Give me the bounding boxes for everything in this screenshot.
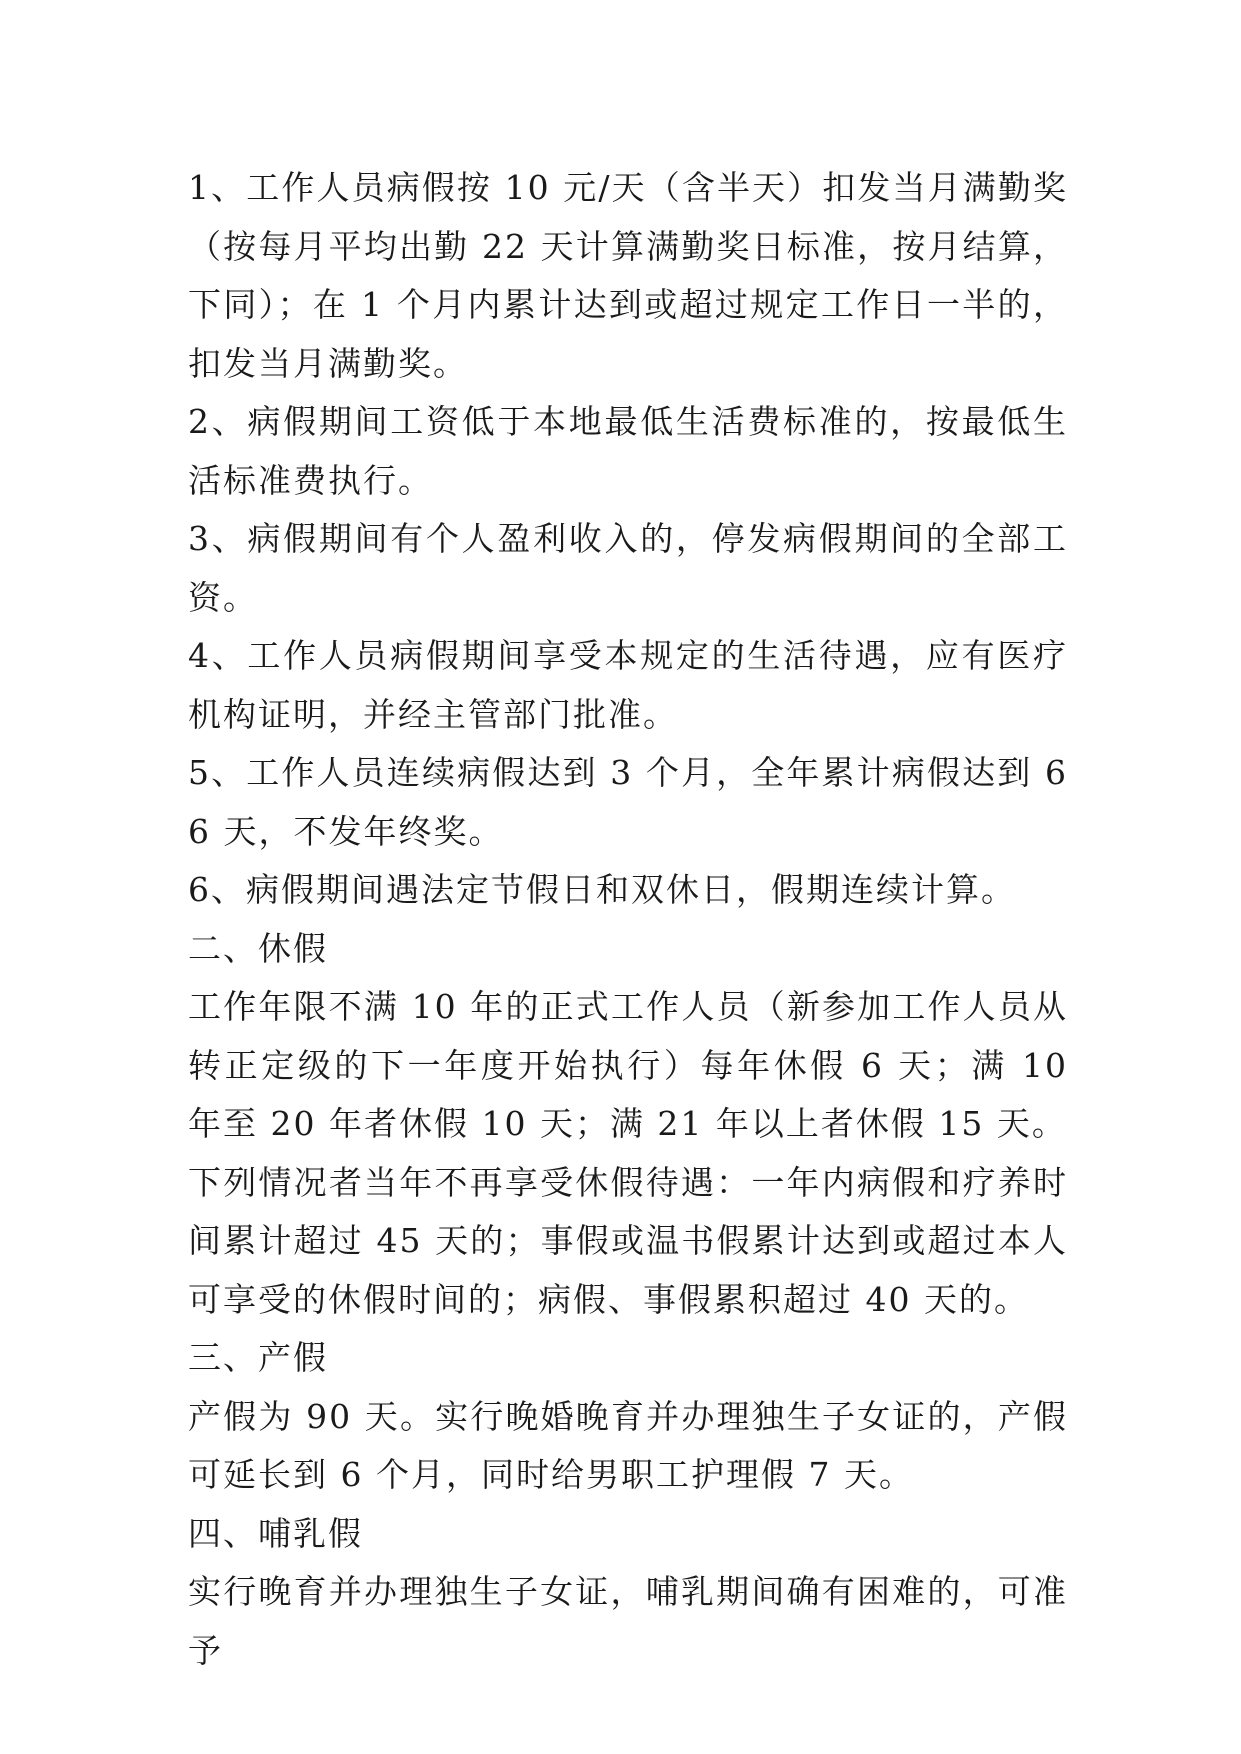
paragraph-maternity-leave: 产假为 90 天。实行晚婚晚育并办理独生子女证的，产假可延长到 6 个月，同时给男职工护理假 7 天。 [188,1396,1068,1494]
paragraph-nursing-leave: 实行晚育并办理独生子女证，哺乳期间确有困难的，可准予 [188,1572,1068,1670]
paragraph-sick-leave-2: 2、病假期间工资低于本地最低生活费标准的，按最低生活标准费执行。 [188,402,1068,500]
document-page [188,159,1068,1680]
paragraph-sick-leave-1: 1、工作人员病假按 10 元/天（含半天）扣发当月满勤奖（按每月平均出勤 22 天计算满勤奖日标准，按月结算，下同）；在 1 个月内累计达到或超过规定工作日一半的，扣发当月满勤奖。 [188,168,1068,383]
paragraph-vacation-days: 工作年限不满 10 年的正式工作人员（新参加工作人员从转正定级的下一年度开始执行）每年休假 6 天；满 10 年至 20 年者休假 10 天；满 21 年以上者休假 15 天。 [188,987,1068,1143]
paragraph-vacation-exclusions: 下列情况者当年不再享受休假待遇：一年内病假和疗养时间累计超过 45 天的；事假或温书假累计达到或超过本人可享受的休假时间的；病假、事假累积超过 40 天的。 [188,1162,1068,1319]
section-heading-maternity-leave: 三、产假 [188,1338,328,1377]
paragraph-sick-leave-3: 3、病假期间有个人盈利收入的，停发病假期间的全部工资。 [188,519,1068,617]
section-heading-nursing-leave: 四、哺乳假 [188,1513,363,1553]
paragraph-sick-leave-6: 6、病假期间遇法定节假日和双休日，假期连续计算。 [188,870,1016,909]
section-heading-vacation: 二、休假 [188,928,328,968]
paragraph-sick-leave-5: 5、工作人员连续病假达到 3 个月，全年累计病假达到 66 天，不发年终奖。 [188,753,1068,851]
paragraph-sick-leave-4: 4、工作人员病假期间享受本规定的生活待遇，应有医疗机构证明，并经主管部门批准。 [188,636,1068,734]
